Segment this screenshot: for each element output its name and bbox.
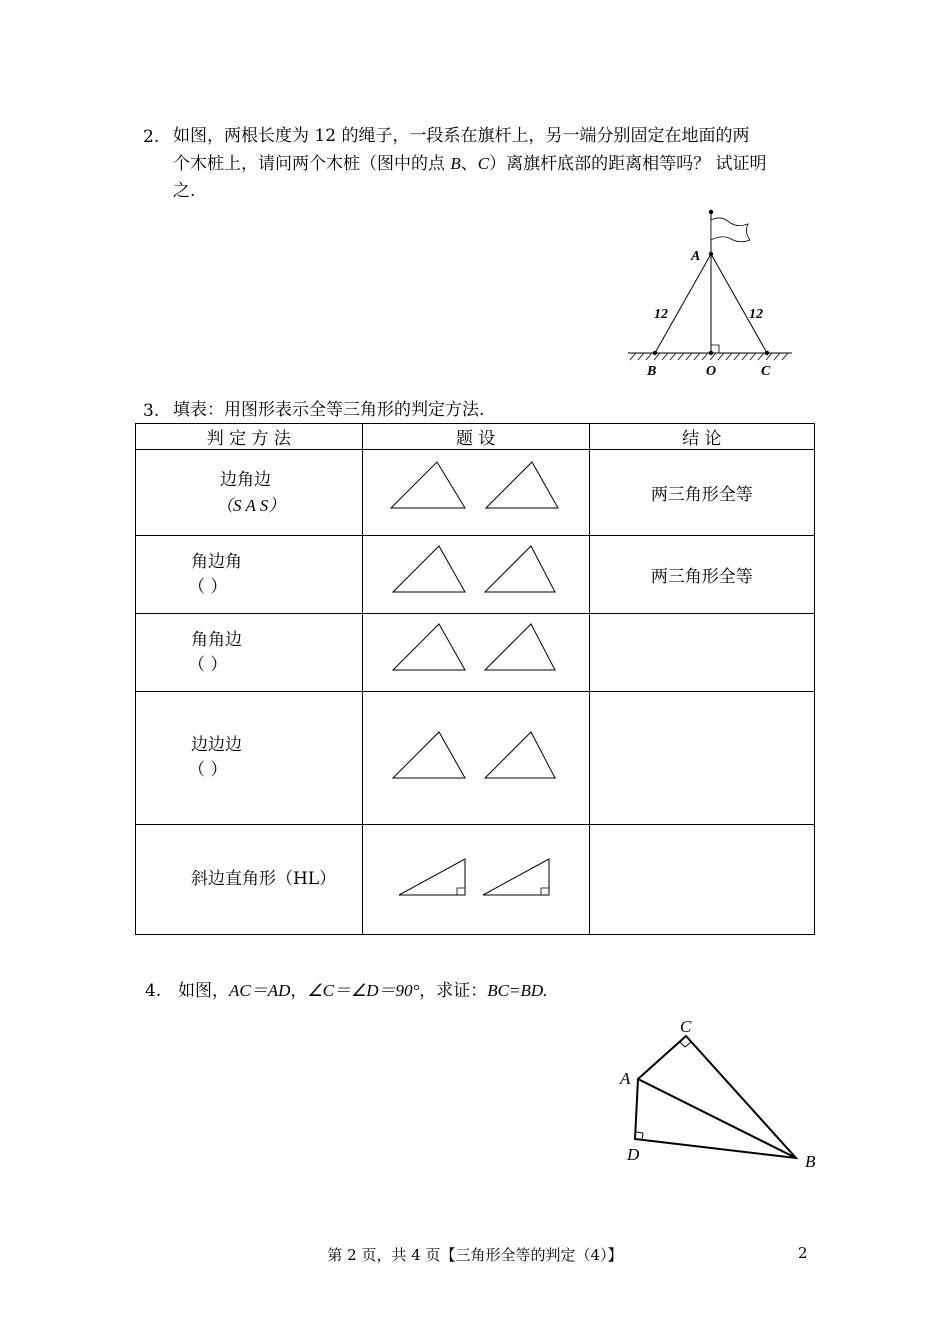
label-c: C [761,364,771,379]
page-footer: 第 2 页，共 4 页【三角形全等的判定（4）】 [327,1246,623,1264]
q4-mid: ，求证： [419,981,488,1001]
header-conclusion: 结 论 [589,424,814,450]
method-cell [136,692,363,825]
table-row [136,692,815,825]
right-triangle-pair [363,847,589,907]
q2-point-b: B [450,154,461,173]
q2-text [173,123,813,205]
condition-cell[interactable] [362,536,589,614]
label-a: A [620,1069,631,1088]
method-name: 边边边 [191,735,242,755]
q4-condition-2: ∠C＝∠D＝90° [307,981,420,1000]
label-o: O [706,364,717,379]
method-name: 斜边直角形（HL） [191,869,337,889]
q4-number: 4. [145,981,162,1001]
label-b: B [805,1152,816,1171]
header-method: 判 定 方 法 [136,424,363,450]
header-condition: 题 设 [362,424,589,450]
table-row [136,536,815,614]
rope-length-right: 12 [749,307,763,322]
q2-line3: 之. [173,181,196,201]
q4-pre: 如图， [178,981,229,1001]
table-row [136,614,815,692]
method-cell [136,614,363,692]
method-abbr: （ ） [188,576,228,597]
triangle-pair [363,450,589,530]
method-abbr: （ ） [188,760,228,780]
q2-line2-pre: 个木桩上，请问两个木桩（图中的点 [173,154,451,174]
q2-sep: 、 [460,154,478,174]
page-number: 2 [798,1244,808,1262]
flagpole-figure [620,200,800,385]
rope-length-left: 12 [654,307,668,322]
table-row [136,450,815,536]
conclusion-cell[interactable]: 两三角形全等 [589,450,814,536]
q4-condition-1: AC＝AD [229,981,291,1000]
q4-text [178,977,547,1005]
conclusion-cell[interactable] [589,614,814,692]
label-b: B [647,364,657,379]
table-row [136,825,815,935]
table-header-row [136,424,815,450]
conclusion-cell[interactable] [589,825,814,935]
triangle-pair [363,536,589,608]
triangle-pair [363,716,589,796]
method-abbr: （ ） [188,654,228,675]
method-name: 边角边 [220,469,271,490]
conclusion-cell[interactable] [589,692,814,825]
method-abbr: （S A S） [216,495,286,515]
quadrilateral-figure [610,1010,830,1180]
label-a: A [691,249,701,264]
q2-line2-post: ）离旗杆底部的距离相等吗？ 试证明 [489,154,767,174]
method-name: 角角边 [191,629,242,650]
method-cell [136,450,363,536]
method-cell [136,536,363,614]
q2-line2 [173,150,813,178]
condition-cell[interactable] [362,450,589,536]
label-d: D [627,1145,640,1164]
q4-sep: ， [290,981,308,1001]
congruence-methods-table [135,423,815,935]
q3-number: 3. [143,401,160,421]
triangle-pair [363,614,589,686]
condition-cell[interactable] [362,614,589,692]
condition-cell[interactable] [362,825,589,935]
q4-goal: BC=BD. [487,981,548,1000]
condition-cell[interactable] [362,692,589,825]
q2-point-c: C [477,154,490,173]
method-name: 角边角 [191,551,242,572]
q2-line1: 如图，两根长度为 12 的绳子，一段系在旗杆上，另一端分别固定在地面的两 [173,126,750,146]
q3-text: 填表：用图形表示全等三角形的判定方法. [173,400,485,420]
method-cell [136,825,363,935]
conclusion-cell[interactable]: 两三角形全等 [589,536,814,614]
q2-number: 2. [143,127,160,147]
label-c: C [680,1017,692,1036]
